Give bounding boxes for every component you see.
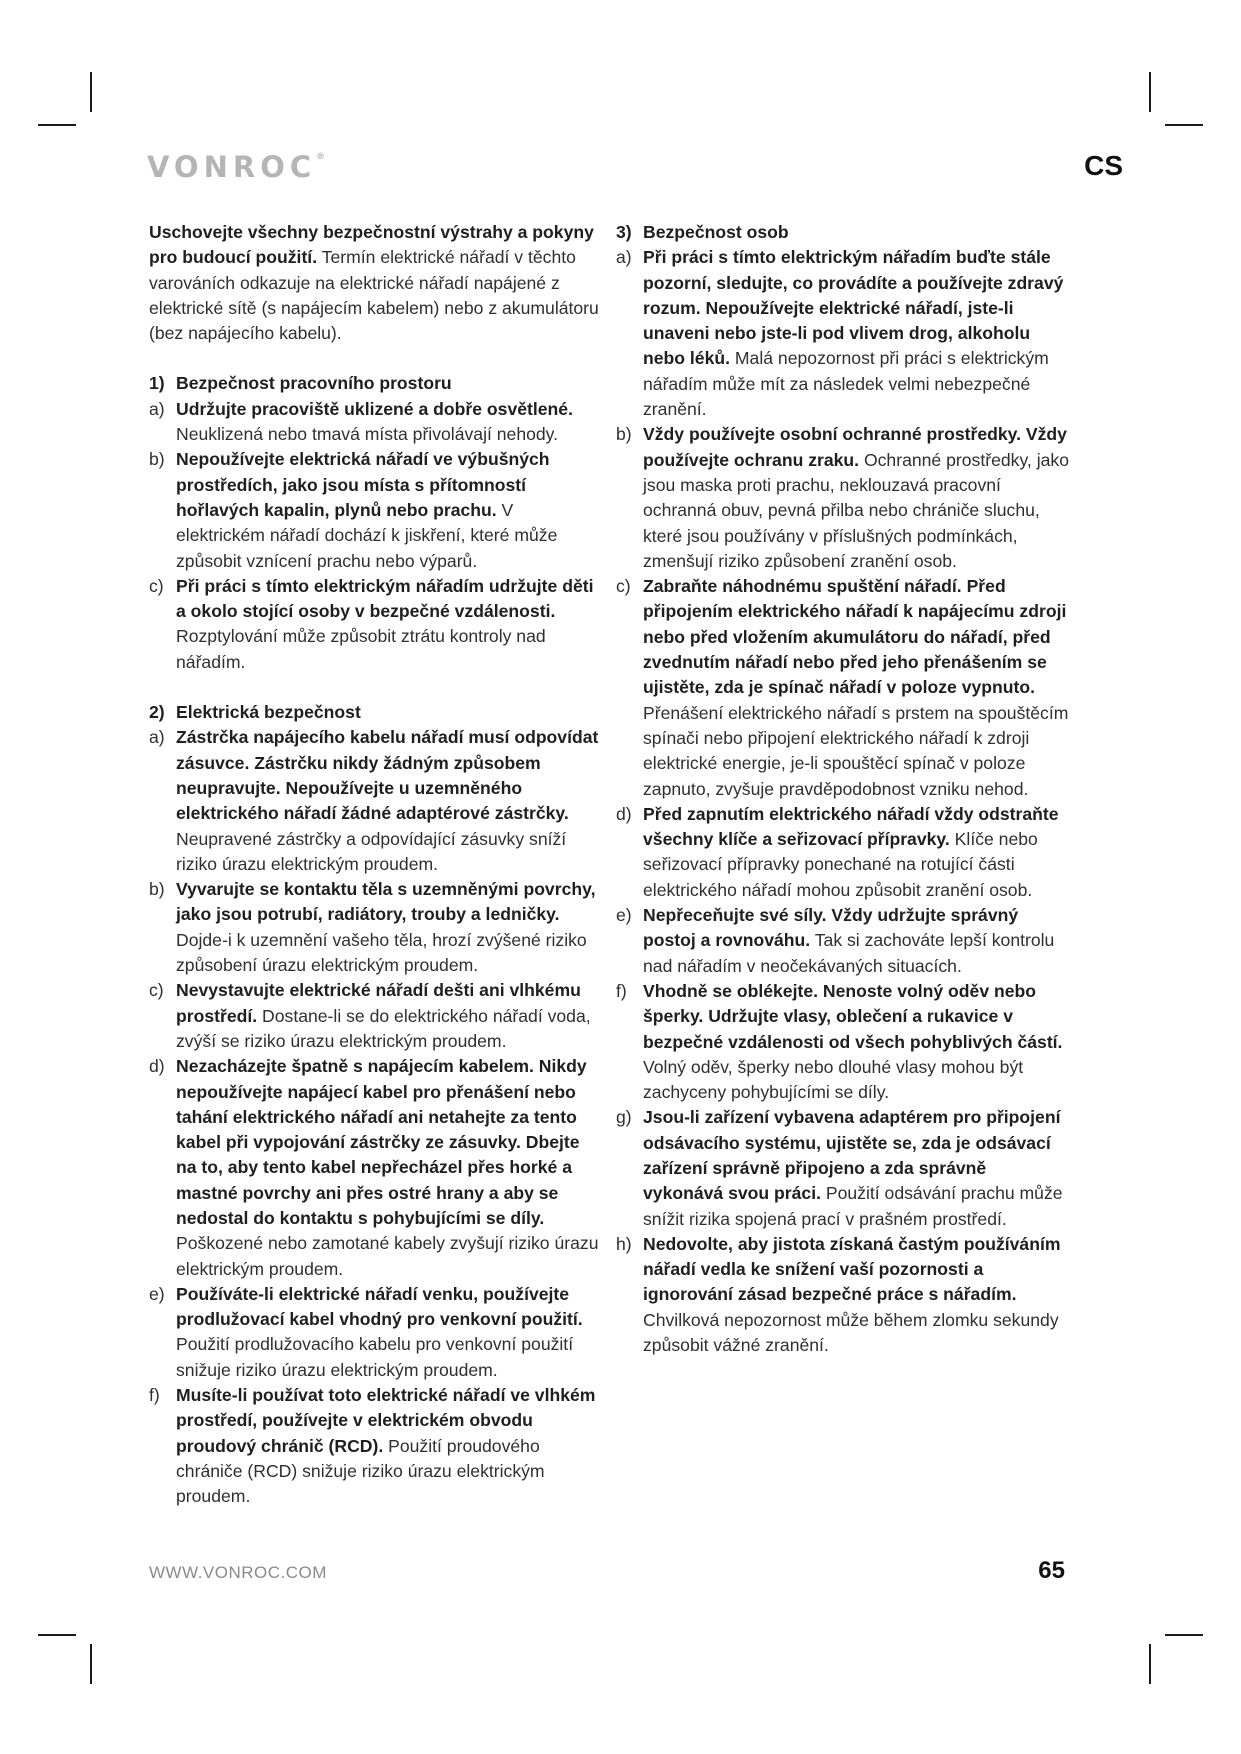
- left-column: [149, 220, 604, 1535]
- page-number: 65: [1038, 1557, 1065, 1584]
- list-item: g) Jsou-li zařízení vybavena adaptérem pro připojení odsávacího systému, ujistěte se, zda je odsávací zařízení správně připojeno a zda správně vykonává svou práci. Použití odsávání prachu může snížit rizika spojená prací v prašném prostředí.: [616, 1107, 1063, 1229]
- list-item: a) Při práci s tímto elektrickým nářadím buďte stále pozorní, sledujte, co provádíte a používejte zdravý rozum. Nepoužívejte elektrické nářadí, jste-li unaveni nebo jste-li pod vlivem drog, alkoholu nebo léků. Malá nepozornost při práci s elektrickým nářadím může mít za následek velmi nebezpečné zranění.: [616, 247, 1064, 420]
- brand-logo: VONROC®: [147, 150, 326, 184]
- crop-mark: [90, 1644, 92, 1684]
- list-item: h) Nedovolte, aby jistota získaná častým používáním nářadí vedla ke snížení vaší pozornosti a ignorování zásad bezpečné práce s nářadím. Chvilková nepozornost může během zlomku sekundy způsobit vážné zranění.: [616, 1233, 1061, 1356]
- list-item: f) Musíte-li používat toto elektrické nářadí ve vlhkém prostředí, používejte v elektrickém obvodu proudový chránič (RCD). Použití proudového chrániče (RCD) snižuje riziko úrazu elektrickým proudem.: [149, 1385, 596, 1507]
- list-item: b) Vyvarujte se kontaktu těla s uzemněnými povrchy, jako jsou potrubí, radiátory, trouby a ledničky. Dojde-i k uzemnění vašeho těla, hrozí zvýšené riziko způsobení úrazu elektrickým proudem.: [149, 879, 596, 976]
- language-code: CS: [1084, 150, 1123, 181]
- section-heading: 1) Bezpečnost pracovního prostoru: [149, 373, 452, 394]
- section-heading: 3) Bezpečnost osob: [616, 222, 789, 242]
- crop-mark: [1149, 72, 1151, 112]
- list-item: e) Nepřeceňujte své síly. Vždy udržujte správný postoj a rovnováhu. Tak si zachováte lepší kontrolu nad nářadím v neočekávaných situacích.: [616, 905, 1055, 976]
- right-column: [616, 220, 1071, 1383]
- section-personal-safety: [616, 220, 1071, 1358]
- list-item: b) Nepoužívejte elektrická nářadí ve výbušných prostředích, jako jsou místa s přítomností hořlavých kapalin, plynů nebo prachu. V elektrickém nářadí dochází k jiskření, které může způsobit vznícení prachu nebo výparů.: [149, 449, 558, 571]
- list-item: e) Používáte-li elektrické nářadí venku, používejte prodlužovací kabel vhodný pro venkovní použití. Použití prodlužovacího kabelu pro venkovní použití snižuje riziko úrazu elektrickým proudem.: [149, 1283, 583, 1380]
- list-item: b) Vždy používejte osobní ochranné prostředky. Vždy používejte ochranu zraku. Ochranné prostředky, jako jsou maska proti prachu, neklouzavá pracovní ochranná obuv, pevná přilba nebo chrániče sluchu, které jsou používány v příslušných podmínkách, zmenšují riziko způsobení zranění osob.: [616, 424, 1069, 571]
- list-item: c) Nevystavujte elektrické nářadí dešti ani vlhkému prostředí. Dostane-li se do elektrického nářadí voda, zvýší se riziko úrazu elektrickým proudem.: [149, 980, 591, 1051]
- crop-mark: [38, 1634, 76, 1636]
- list-item: a) Zástrčka napájecího kabelu nářadí musí odpovídat zásuvce. Zástrčku nikdy žádným způsobem neupravujte. Nepoužívejte u uzemněného elektrického nářadí žádné adaptérové zástrčky. Neupravené zástrčky a odpovídající zásuvky sníží riziko úrazu elektrickým proudem.: [149, 727, 599, 874]
- intro-paragraph: Uschovejte všechny bezpečnostní výstrahy a pokyny pro budoucí použití. Termín elektrické nářadí v těchto varováních odkazuje na elektrické nářadí napájené z elektrické sítě (s napájecím kabelem) nebo z akumulátoru (bez napájecího kabelu).: [149, 222, 599, 344]
- crop-mark: [1165, 124, 1203, 126]
- crop-mark: [1165, 1634, 1203, 1636]
- crop-mark: [1149, 1644, 1151, 1684]
- list-item: c) Zabraňte náhodnému spuštění nářadí. Před připojením elektrického nářadí k napájecímu zdroji nebo před vložením akumulátoru do nářadí, před zvednutím nářadí nebo před jeho přenášením se ujistěte, zda je spínač nářadí v poloze vypnuto. Přenášení elektrického nářadí s prstem na spouštěcím spínači nebo připojení elektrického nářadí k zdroji elektrické energie, je-li spouštěcí spínač v poloze zapnuto, zvyšuje pravděpodobnost vzniku nehod.: [616, 576, 1069, 799]
- section-heading: 2) Elektrická bezpečnost: [149, 702, 361, 723]
- crop-mark: [90, 72, 92, 112]
- list-item: c) Při práci s tímto elektrickým nářadím udržujte děti a okolo stojící osoby v bezpečné vzdálenosti. Rozptylování může způsobit ztrátu kontroly nad nářadím.: [149, 575, 594, 672]
- list-item: d) Před zapnutím elektrického nářadí vždy odstraňte všechny klíče a seřizovací přípravky. Klíče nebo seřizovací přípravky ponechané na rotující části elektrického nářadí mohou způsobit zranění osob.: [616, 803, 1059, 900]
- section-electrical-safety: [149, 700, 604, 1510]
- list-item: a) Udržujte pracoviště uklizené a dobře osvětlené. Neuklizená nebo tmavá místa přivolávají nehody.: [149, 398, 573, 445]
- crop-mark: [38, 124, 76, 126]
- section-work-area: [149, 371, 604, 675]
- website-link[interactable]: WWW.VONROC.COM: [149, 1563, 327, 1582]
- list-item: d) Nezacházejte špatně s napájecím kabelem. Nikdy nepoužívejte napájecí kabel pro přenášení nebo tahání elektrického nářadí ani netahejte za tento kabel při vypojování zástrčky ze zásuvky. Dbejte na to, aby tento kabel nepřecházel přes horké a mastné povrchy ani přes ostré hrany a aby se nedostal do kontaktu s pohybujícími se díly. Poškozené nebo zamotané kabely zvyšují riziko úrazu elektrickým proudem.: [149, 1056, 599, 1279]
- list-item: f) Vhodně se oblékejte. Nenoste volný oděv nebo šperky. Udržujte vlasy, oblečení a rukavice v bezpečné vzdálenosti od všech pohyblivých částí. Volný oděv, šperky nebo dlouhé vlasy mohou být zachyceny pohybujícími se díly.: [616, 980, 1063, 1103]
